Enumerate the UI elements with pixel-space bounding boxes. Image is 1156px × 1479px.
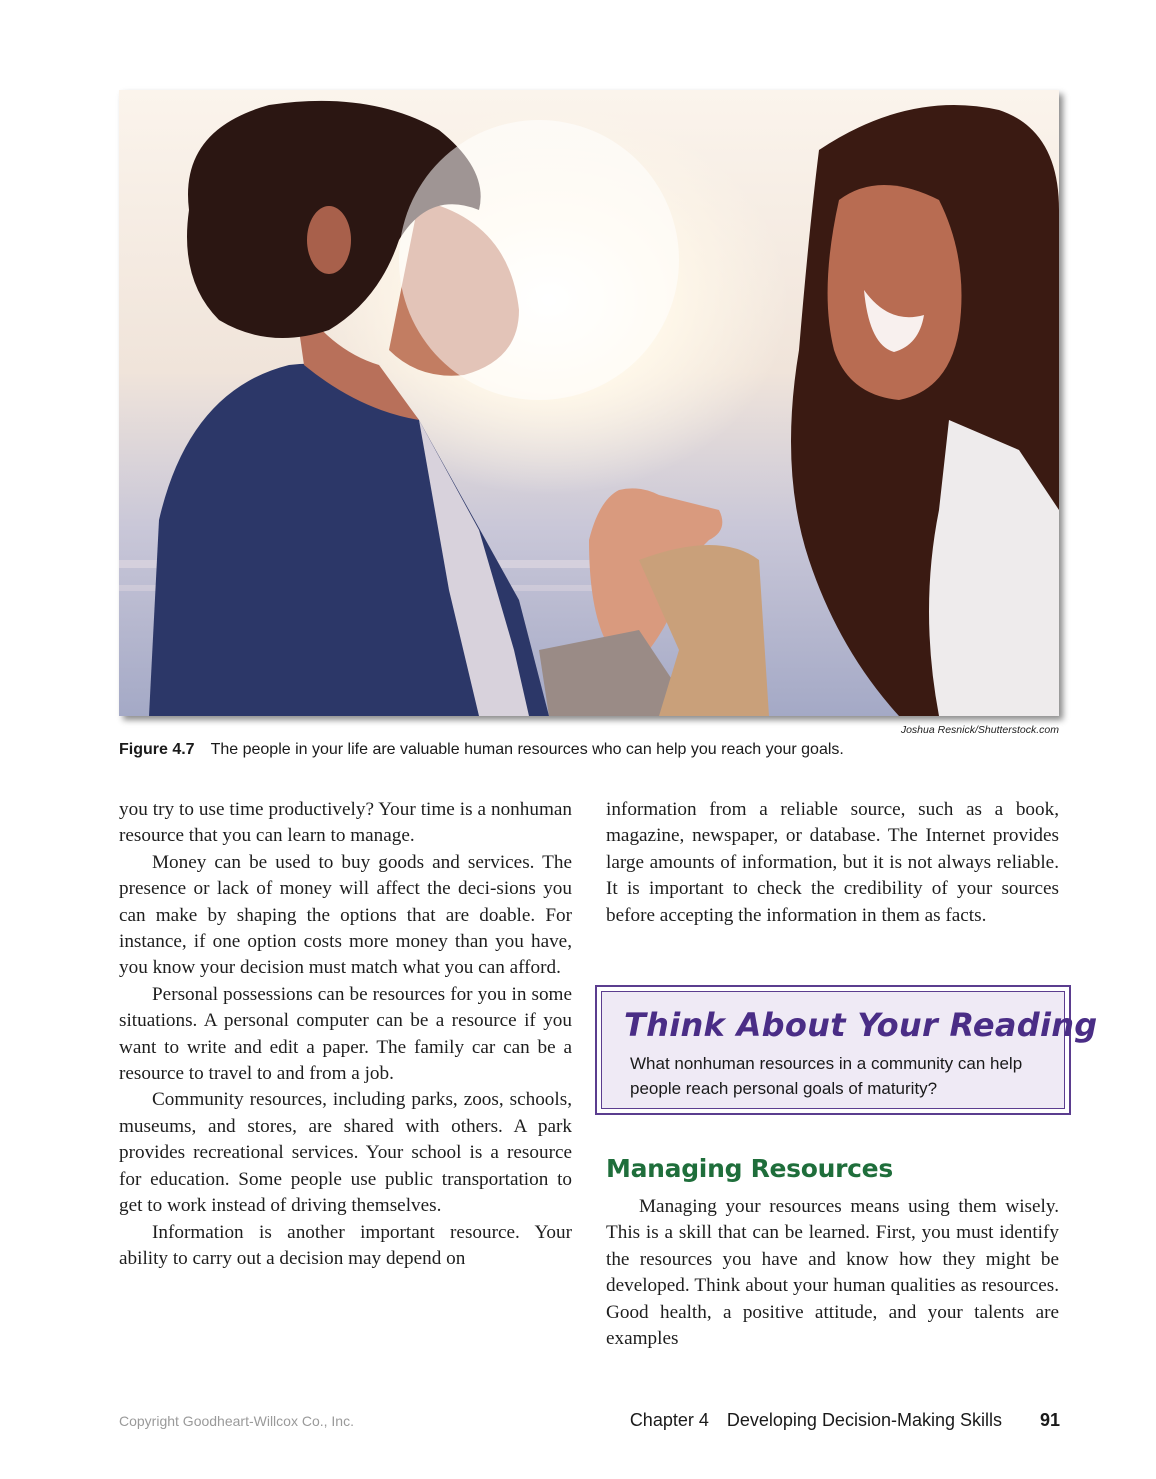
paragraph: Personal possessions can be resources for you in some situations. A personal computer can be a resource if you want to write and edit a paper. The family car can be a resource to travel to and from a job. — [119, 983, 572, 1085]
figure-caption-text: The people in your life are valuable human resources who can help you reach your goals. — [210, 741, 844, 758]
paragraph: Money can be used to buy goods and services. The presence or lack of money will affect the deci-sions you can make by shaping the options that are doable. For instance, if one option costs more money than you have, you know your decision must match what you can afford. — [119, 851, 572, 979]
think-box-panel — [601, 991, 1098, 1109]
page-number: 91 — [1040, 1410, 1061, 1430]
right-column-top — [606, 797, 1059, 929]
left-column — [119, 797, 572, 1272]
think-box-title: Think About Your Reading — [624, 1006, 1098, 1044]
paragraph: Community resources, including parks, zoos, schools, museums, and stores, are shared with others. A park provides recreational services. Your school is a resource for education. Some people use public transportation to get to work instead of driving themselves. — [119, 1089, 572, 1217]
paragraph: Managing your resources means using them wisely. This is a skill that can be learned. First, you must identify the resources you have and know how they might be developed. Think about your human qualities as resources. Good health, a positive attitude, and your talents are examples — [606, 1196, 1059, 1350]
figure-label: Figure 4.7 — [119, 741, 195, 758]
paragraph: you try to use time productively? Your time is a nonhuman resource that you can learn to manage. — [119, 799, 572, 847]
footer-copyright: Copyright Goodheart-Willcox Co., Inc. — [119, 1413, 354, 1429]
paragraph: Information is another important resource. Your ability to carry out a decision may depend on — [119, 1221, 572, 1269]
footer-chapter-title: Developing Decision-Making Skills — [726, 1410, 1002, 1430]
think-about-your-reading-box — [595, 985, 1098, 1115]
think-box-question: What nonhuman resources in a community can help people reach personal goals of maturity? — [630, 1054, 1023, 1098]
right-column-bottom — [606, 1194, 1059, 1352]
section-heading: Managing Resources — [606, 1154, 893, 1183]
footer-chapter — [630, 1410, 1002, 1431]
photo-credit: Joshua Resnick/Shutterstock.com — [900, 724, 1059, 736]
paragraph: information from a reliable source, such as a book, magazine, newspaper, or database. The Internet provides large amounts of information, but it is not always reliable. It is important to check the credibility of your sources before accepting the information in them as facts. — [606, 799, 1059, 926]
figure-photo — [119, 90, 1059, 716]
photo-illustration — [119, 90, 1059, 716]
footer-chapter-number: Chapter 4 — [629, 1410, 709, 1430]
figure-caption — [119, 741, 1079, 759]
